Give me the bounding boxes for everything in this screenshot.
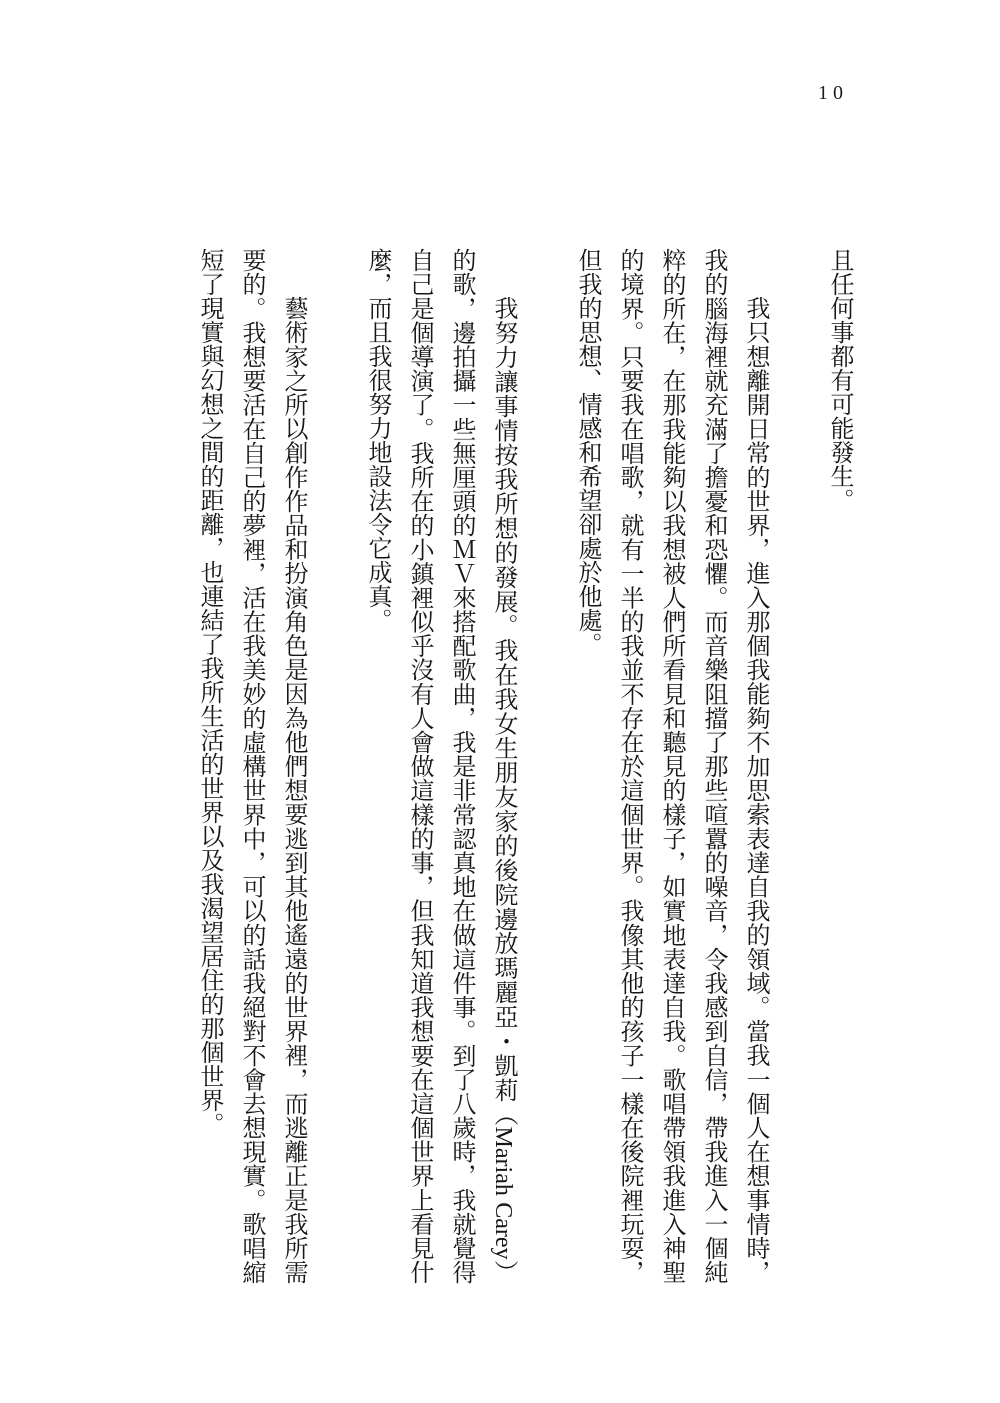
paragraph-backyard-mv: 我努力讓事情按我所想的發展。我在我女生朋友家的後院邊放瑪麗亞・凱莉（Mariah Carey）的歌，邊拍攝一些無厘頭的ＭＶ來搭配歌曲，我是非常認真地在做這件事。到了八歲時，我就覺得自己是個導演了。我所在的小鎮裡似乎沒有人會做這樣的事，但我知道我想要在這個世界上看見什麼，而且我很努力地設法令它成真。 [364,248,516,1284]
page-number: 10 [818,82,848,104]
body-text [188,248,860,1284]
paragraph-escape-into-music: 我只想離開日常的世界，進入那個我能夠不加思索表達自我的領域。當我一個人在想事情時，我的腦海裡就充滿了擔憂和恐懼。而音樂阻擋了那些喧囂的噪音，令我感到自信，帶我進入一個純粹的所在，在那我能夠以我想被人們所看見和聽見的樣子，如實地表達自我。歌唱帶領我進入神聖的境界。只要我在唱歌，就有一半的我並不存在於這個世界。我像其他的孩子一樣在後院裡玩耍，但我的思想、情感和希望卻處於他處。 [574,248,768,1284]
paragraph-artists-escape: 藝術家之所以創作作品和扮演角色是因為他們想要逃到其他遙遠的世界裡，而逃離正是我所需要的。我想要活在自己的夢裡，活在我美妙的虛構世界中，可以的話我絕對不會去想現實。歌唱縮短了現實與幻想之間的距離，也連結了我所生活的世界以及我渴望居住的那個世界。 [196,248,306,1284]
paragraph-continuation: 且任何事都有可能發生。 [826,248,852,512]
